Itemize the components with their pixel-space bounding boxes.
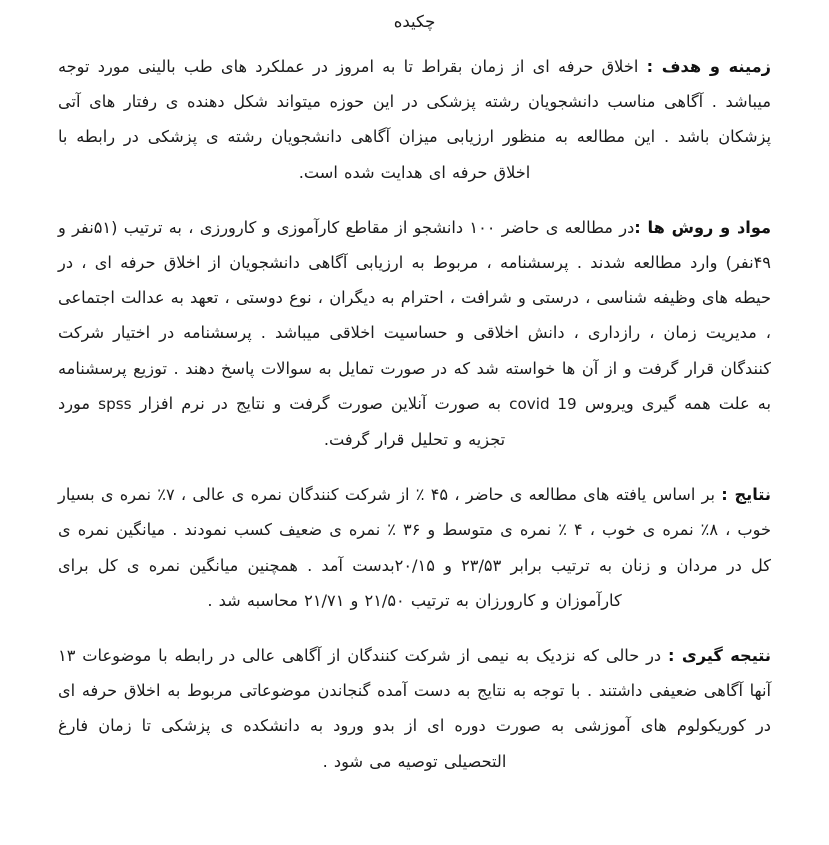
section-results-label: نتایج : — [721, 485, 771, 505]
section-materials-methods-label: مواد و روش ها : — [634, 217, 771, 237]
section-background-objective — [58, 49, 771, 190]
section-background-objective-label: زمینه و هدف : — [646, 57, 771, 76]
section-conclusion — [58, 638, 771, 779]
section-results-body — [58, 477, 771, 618]
section-conclusion-label: نتیجه گیری : — [668, 646, 771, 666]
section-materials-methods-body — [58, 210, 771, 457]
section-materials-methods-text-part-3: مورد تجزیه و تحلیل قرار گرفت. — [58, 393, 506, 450]
section-conclusion-body — [58, 638, 771, 779]
section-background-objective-body — [58, 49, 771, 190]
section-results — [58, 477, 771, 618]
section-materials-methods — [58, 210, 771, 457]
section-materials-methods-text-part-2: به صورت آنلاین صورت گرفت و نتایج در نرم افزار — [131, 393, 510, 413]
covid-19-term: covid 19 — [509, 394, 577, 413]
section-background-objective-text: اخلاق حرفه ای از زمان بقراط تا به امروز در عملکرد های طب بالینی مورد توجه میباشد . آگاهی مناسب دانشجویان رشته پزشکی در این حوزه میتواند شکل دهنده ی رفتار های آتی پزشکان باشد . این مطالعه به منظور ارزیابی میزان آگاهی دانشجویان رشته ی پزشکی در رابطه با اخلاق حرفه ای هدایت شده است. — [58, 57, 771, 182]
section-conclusion-text: در حالی که نزدیک به نیمی از شرکت کنندگان از آگاهی عالی در رابطه با موضوعات ۱۳ آنها آگاهی ضعیفی داشتند . با توجه به نتایج به دست آمده گنجاندن موضوعاتی مربوط به اخلاق حرفه ای در کوریکولوم های آموزشی به صورت دوره ای از بدو ورود به دانشکده ی پزشکی تا زمان فارغ التحصیلی توصیه می شود . — [58, 646, 771, 771]
spss-term: spss — [98, 394, 132, 413]
section-results-text: بر اساس یافته های مطالعه ی حاضر ، ۴۵ ٪ از شرکت کنندگان نمره ی عالی ، ۷٪ نمره ی بسیار خوب ، ۸٪ نمره ی خوب ، ۴ ٪ نمره ی متوسط و ۳۶ ٪ نمره ی ضعیف کسب نمودند . میانگین نمره ی کل در مردان و زنان به ترتیب برابر ۲۳/۵۳ و ۲۰/۱۵بدست آمد . همچنین میانگین نمره ی کل برای کارآموزان و کارورزان به ترتیب ۲۱/۵۰ و ۲۱/۷۱ محاسبه شد . — [58, 485, 772, 610]
page-title: چکیده — [393, 12, 436, 31]
section-materials-methods-text-part-1: در مطالعه ی حاضر ۱۰۰ دانشجو از مقاطع کارآموزی و کارورزی ، به ترتیب (۵۱نفر و ۴۹نفر) وارد مطالعه شدند . پرسشنامه ، مربوط به ارزیابی آگاهی دانشجویان از اخلاق حرفه ای ، در حیطه های وظیفه شناسی ، درستی و شرافت ، احترام به دیگران ، نوع دوستی ، تعهد به عدالت اجتماعی ، مدیریت زمان ، رازداری ، دانش اخلاقی و حساسیت اخلاقی میباشد . پرسشنامه در اختیار شرکت کنندگان قرار گرفت و از آن ها خواسته شد که در صورت تمایل به سوالات پاسخ دهند . توزیع پرسشنامه به علت همه گیری ویروس — [58, 217, 771, 413]
